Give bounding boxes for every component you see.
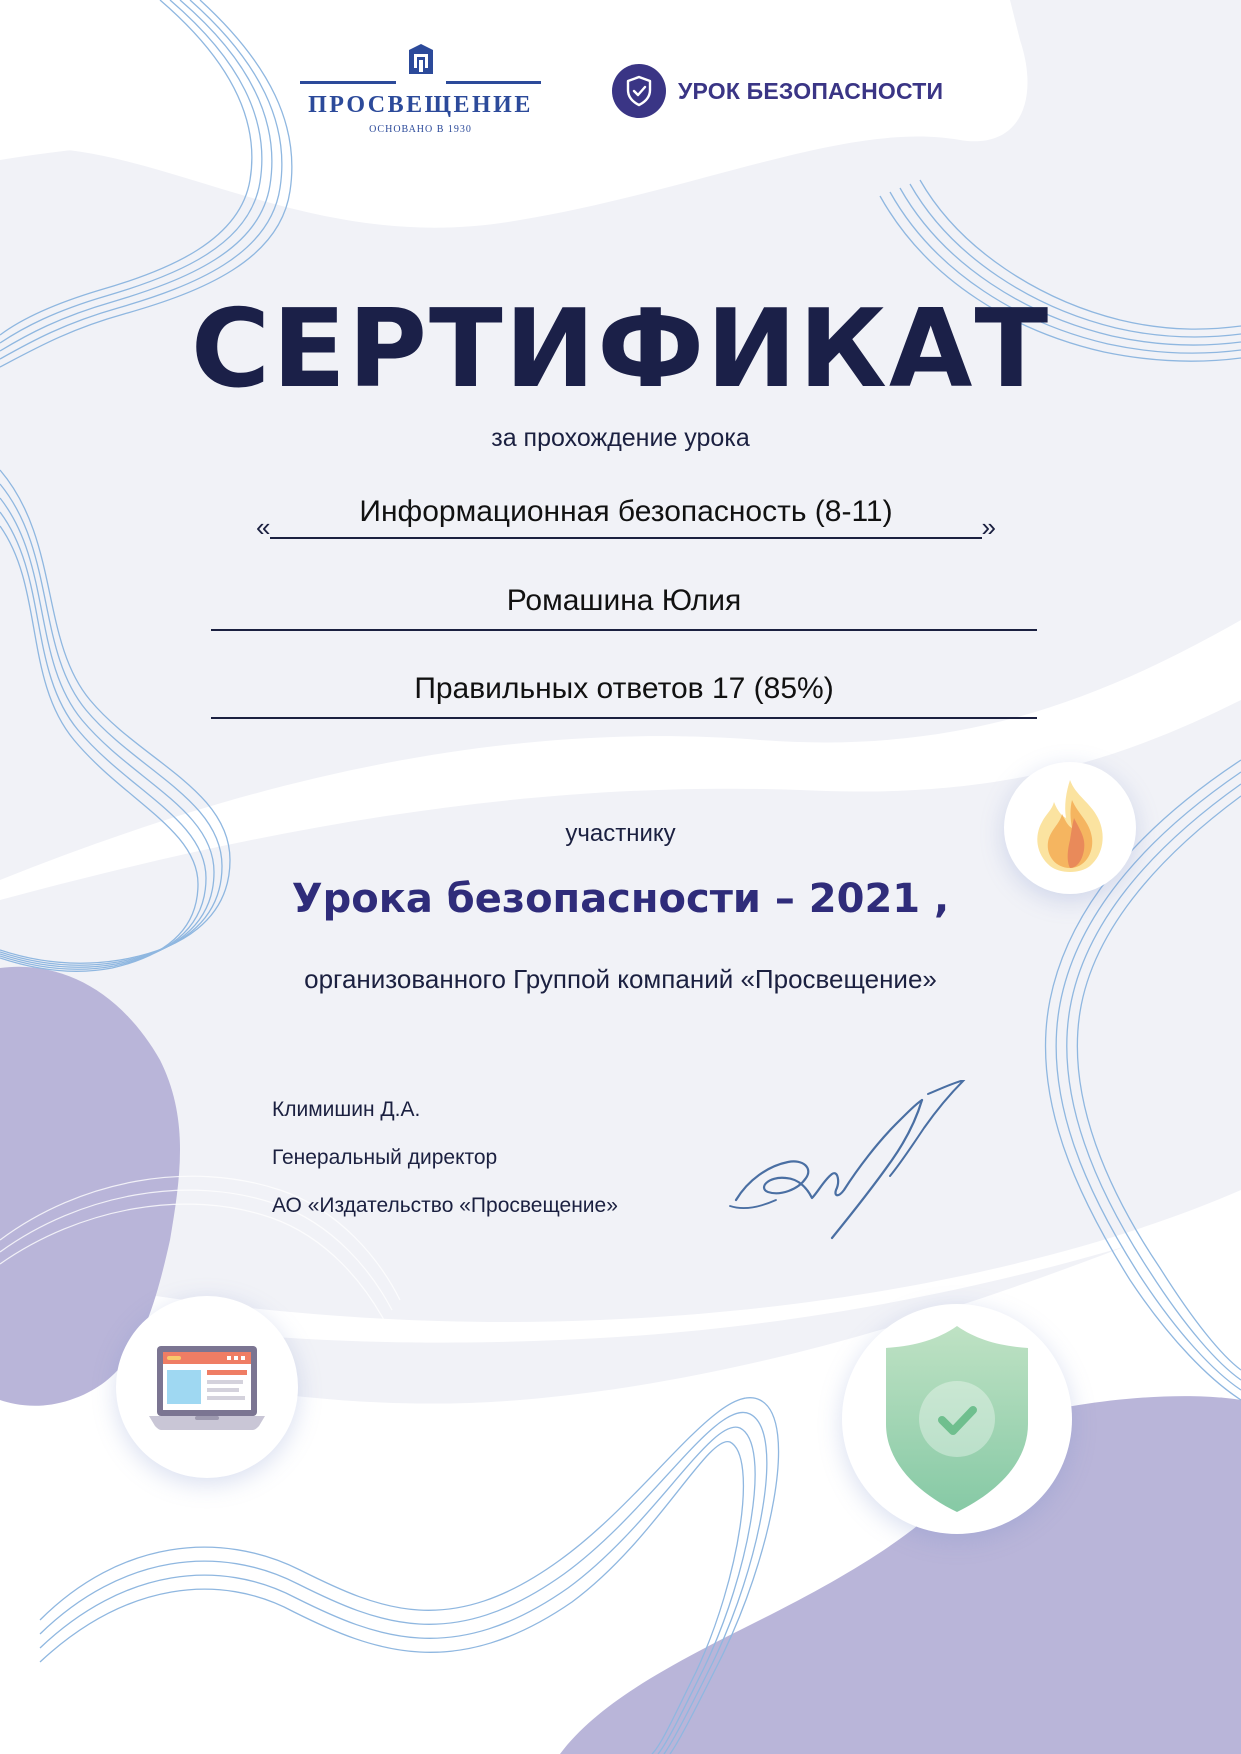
- program-badge: [612, 64, 666, 118]
- publisher-founded: ОСНОВАНО В 1930: [369, 124, 472, 135]
- certificate-title: СЕРТИФИКАТ: [190, 287, 1051, 412]
- laptop-icon-badge: [116, 1296, 298, 1478]
- participant-label: участнику: [565, 820, 676, 847]
- participant-name-underline: [211, 629, 1037, 631]
- lesson-field: [256, 490, 996, 542]
- program-name: УРОК БЕЗОПАСНОСТИ: [678, 77, 944, 104]
- laptop-icon: [149, 1344, 265, 1430]
- fire-icon: [1028, 778, 1112, 878]
- organizer-text: организованного Группой компаний «Просвещение»: [304, 964, 937, 994]
- lesson-underline: [270, 537, 982, 539]
- result-underline: [211, 717, 1037, 719]
- lesson-quote-close: »: [981, 512, 996, 542]
- certificate-subtitle: за прохождение урока: [491, 424, 750, 452]
- shield-check-icon: [624, 75, 654, 107]
- result-text: Правильных ответов 17 (85%): [414, 672, 834, 705]
- event-name: Урока безопасности – 2021 ,: [291, 876, 950, 922]
- signature-image: [728, 1080, 988, 1250]
- program-logo: [612, 64, 943, 118]
- signatory-position: Генеральный директор: [272, 1146, 498, 1169]
- lesson-quote-open: «: [256, 512, 271, 542]
- lesson-name: Информационная безопасность (8-11): [359, 495, 893, 528]
- publisher-logo: [298, 44, 543, 140]
- publisher-logo-rule-left: [300, 81, 396, 84]
- background-white-wave: [0, 0, 300, 160]
- signatory-company: АО «Издательство «Просвещение»: [272, 1194, 618, 1217]
- publisher-logo-rule-right: [446, 81, 541, 84]
- security-shield-badge: [842, 1304, 1072, 1534]
- signatory-name: Климишин Д.А.: [272, 1098, 421, 1121]
- fire-icon-badge: [1004, 762, 1136, 894]
- publisher-emblem-icon: [406, 44, 436, 84]
- security-shield-icon: [882, 1324, 1032, 1514]
- participant-name: Ромашина Юлия: [506, 584, 742, 617]
- publisher-name: ПРОСВЕЩЕНИЕ: [308, 92, 533, 118]
